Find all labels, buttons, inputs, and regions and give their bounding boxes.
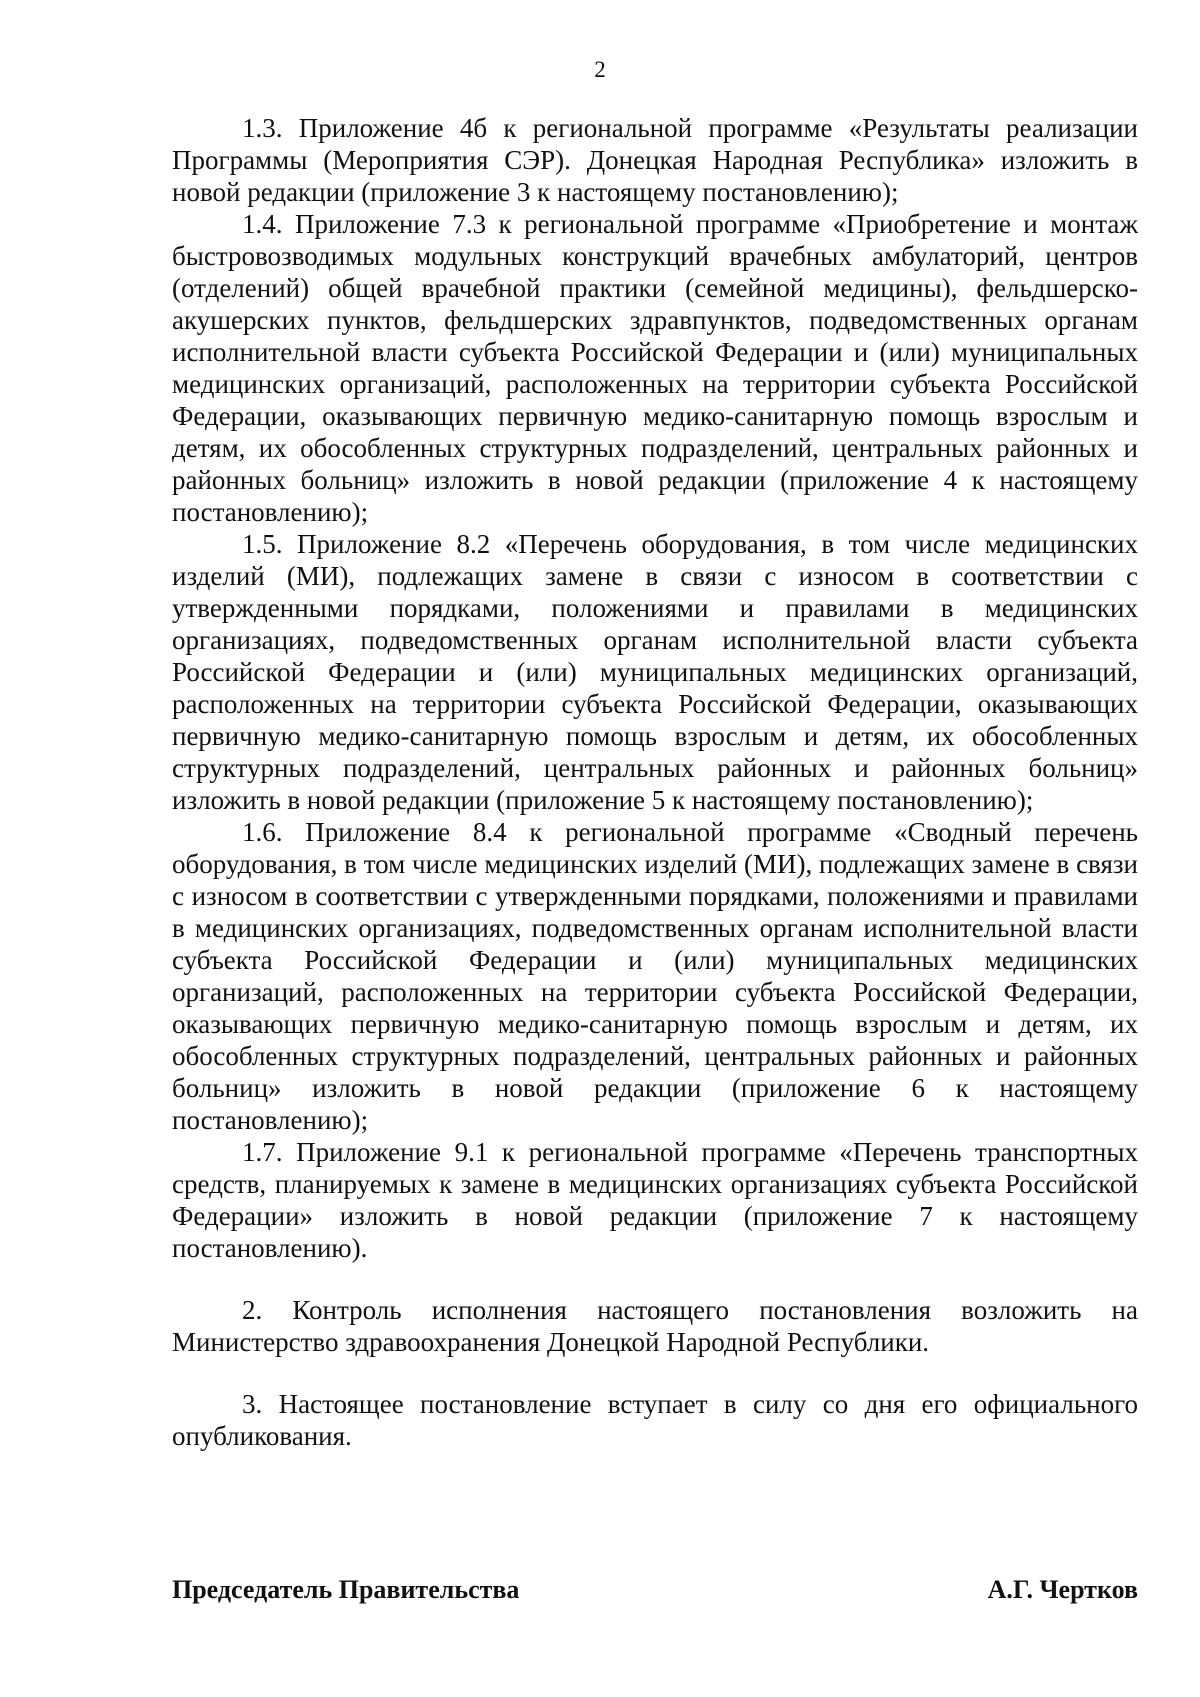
paragraph-1-3: 1.3. Приложение 4б к региональной программе «Результаты реализации Программы (Мероприятия СЭР). Донецкая Народная Республика» изложить в новой редакции (приложение 3 к настоящему постановлению); [172, 113, 1138, 207]
paragraph-2: 2. Контроль исполнения настоящего постановления возложить на Министерство здравоохранения Донецкой Народной Республики. [172, 1295, 1138, 1357]
document-body [172, 112, 1138, 1452]
paragraph-3: 3. Настоящее постановление вступает в силу со дня его официального опубликования. [172, 1389, 1138, 1451]
paragraph-1-6: 1.6. Приложение 8.4 к региональной программе «Сводный перечень оборудования, в том числе медицинских изделий (МИ), подлежащих замене в связи с износом в соответствии с утвержденными порядками, положениями и правилами в медицинских организациях, подведомственных органам исполнительной власти субъекта Российской Федерации и (или) муниципальных медицинских организаций, расположенных на территории субъекта Российской Федерации, оказывающих первичную медико-санитарную помощь взрослым и детям, их обособленных структурных подразделений, центральных районных и районных больниц» изложить в новой редакции (приложение 6 к настоящему постановлению); [172, 817, 1138, 1135]
paragraph-1-4: 1.4. Приложение 7.3 к региональной программе «Приобретение и монтаж быстровозводимых модульных конструкций врачебных амбулаторий, центров (отделений) общей врачебной практики (семейной медицины), фельдшерско-акушерских пунктов, фельдшерских здравпунктов, подведомственных органам исполнительной власти субъекта Российской Федерации и (или) муниципальных медицинских организаций, расположенных на территории субъекта Российской Федерации, оказывающих первичную медико-санитарную помощь взрослым и детям, их обособленных структурных подразделений, центральных районных и районных больниц» изложить в новой редакции (приложение 4 к настоящему постановлению); [172, 209, 1138, 527]
signatory-position: Председатель Правительства [172, 1575, 520, 1604]
paragraph-1-7: 1.7. Приложение 9.1 к региональной программе «Перечень транспортных средств, планируемых к замене в медицинских организациях субъекта Российской Федерации» изложить в новой редакции (приложение 7 к настоящему постановлению). [172, 1137, 1138, 1263]
signature-block [172, 1574, 1138, 1606]
signatory-name: А.Г. Чертков [987, 1575, 1138, 1604]
page-number: 2 [594, 57, 606, 82]
paragraph-1-5: 1.5. Приложение 8.2 «Перечень оборудования, в том числе медицинских изделий (МИ), подлежащих замене в связи с износом в соответствии с утвержденными порядками, положениями и правилами в медицинских организациях, подведомственных органам исполнительной власти субъекта Российской Федерации и (или) муниципальных медицинских организаций, расположенных на территории субъекта Российской Федерации, оказывающих первичную медико-санитарную помощь взрослым и детям, их обособленных структурных подразделений, центральных районных и районных больниц» изложить в новой редакции (приложение 5 к настоящему постановлению); [172, 529, 1138, 815]
